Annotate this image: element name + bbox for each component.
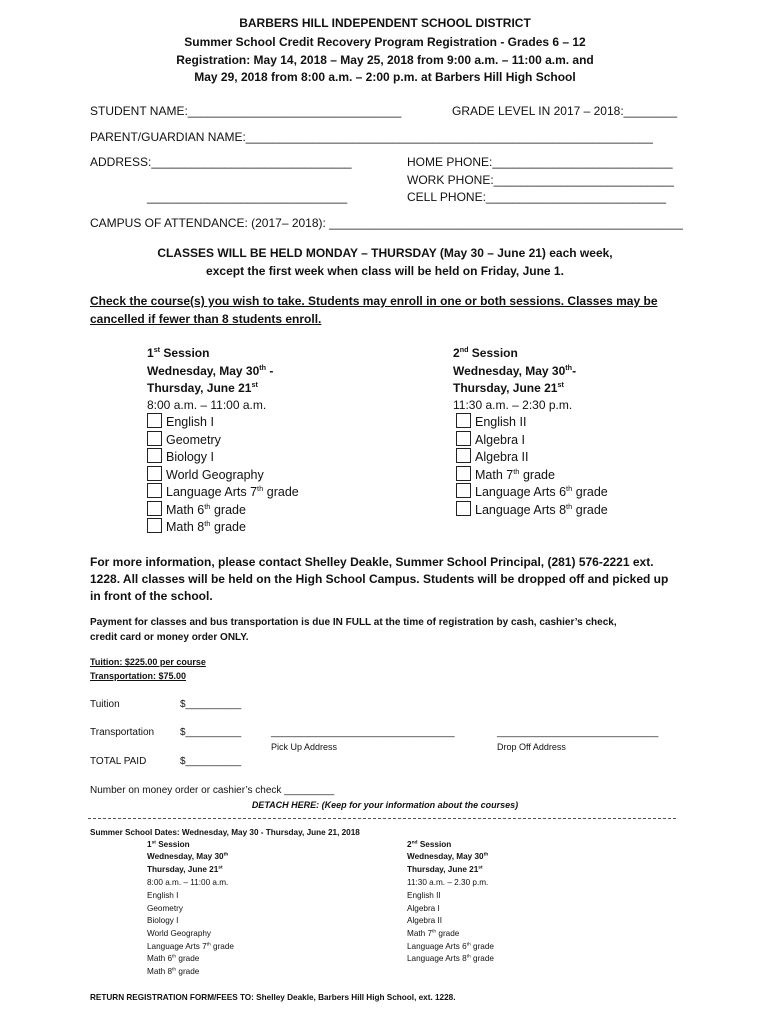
course-name: Math 6 [166,502,205,517]
course-name-suffix: grade [210,520,246,534]
schedule-notice-line-1: CLASSES WILL BE HELD MONDAY – THURSDAY (May 30 – June 21) each week, [157,246,613,260]
stub-session-2-course-item [407,941,494,954]
session-1-course-item[interactable] [147,414,299,432]
stub-session-1-course-item [147,941,234,954]
course-name: Language Arts 7 [166,485,258,499]
course-name: Geometry [147,903,183,913]
course-name-suffix: grade [176,967,200,977]
course-ordinal-suffix: th [513,466,520,476]
detach-here-label: DETACH HERE: (Keep for your information about the courses) [251,800,519,810]
session-1-course-list [147,414,299,537]
course-checkbox[interactable] [147,413,162,428]
course-name: English II [407,891,441,900]
detach-line [88,818,676,819]
course-name: Biology I [147,916,179,926]
course-checkbox[interactable] [147,466,162,481]
stub-session-1-course-item [147,903,234,916]
registration-line-2: May 29, 2018 from 8:00 a.m. – 2:00 p.m. at Barbers Hill High School [194,70,576,84]
stub-session-1-course-item [147,928,234,941]
session-1-course-item[interactable] [147,449,299,467]
work-phone-field[interactable]: WORK PHONE:___________________________ [407,173,674,187]
course-name: Language Arts 6 [475,485,567,499]
stub-session-2-course-list [407,890,494,966]
session-1-course-item[interactable] [147,519,299,537]
return-to-note: RETURN REGISTRATION FORM/FEES TO: Shelley Deakle, Barbers Hill High School, ext. 1228. [90,993,456,1002]
session-2-time: 11:30 a.m. – 2:30 p.m. [453,398,573,412]
contact-line-1: For more information, please contact Shelley Deakle, Summer School Principal, (281) 576-2221 ext. [90,555,654,569]
course-ordinal-suffix: th [432,929,437,935]
session-1-title: 1st Session [147,345,210,360]
course-name: English II [475,415,527,429]
course-name: Language Arts 6 [407,941,467,951]
course-ordinal-suffix: th [204,518,211,528]
stub-session-1-course-item [147,915,234,928]
course-ordinal-suffix: th [566,483,573,493]
course-name-suffix: grade [572,485,608,499]
course-ordinal-suffix: th [206,942,211,948]
course-name: Math 7 [407,929,433,939]
course-ordinal-suffix: th [466,942,471,948]
session-1-start-date: Wednesday, May 30th - [147,363,274,378]
course-ordinal-suffix: th [172,967,177,973]
course-checkbox[interactable] [147,501,162,516]
session-1-end-date: Thursday, June 21st [147,380,258,395]
course-name: Biology I [166,450,214,464]
session-1-course-item[interactable] [147,502,299,520]
course-name: English I [147,891,179,900]
course-name: Language Arts 7 [147,941,207,951]
course-name-suffix: grade [263,485,299,499]
instructions-line-1: Check the course(s) you wish to take. Students may enroll in one or both sessions. Classes may be [90,294,658,308]
stub-session-1-course-item [147,953,234,966]
dropoff-address-label: Drop Off Address [497,742,566,752]
tuition-label: Tuition [90,699,120,710]
course-ordinal-suffix: th [204,501,211,511]
course-name: World Geography [147,929,212,939]
session-2-end-date: Thursday, June 21st [453,380,564,395]
payment-notice-line-1: Payment for classes and bus transportation is due IN FULL at the time of registration by cash, cashier’s check, [90,617,617,628]
transportation-label: Transportation [90,727,155,738]
session-2-course-item[interactable] [456,467,608,485]
parent-name-field[interactable]: PARENT/GUARDIAN NAME:_____________________________________________________________ [90,130,653,144]
session-2-course-list [456,414,608,519]
grade-level-field[interactable]: GRADE LEVEL IN 2017 – 2018:________ [452,104,678,118]
total-paid-label: TOTAL PAID [90,756,147,767]
course-ordinal-suffix: th [566,501,573,511]
course-name-suffix: grade [210,941,234,951]
district-title: BARBERS HILL INDEPENDENT SCHOOL DISTRICT [239,16,531,30]
stub-session-1-title: 1st Session [147,840,190,849]
course-checkbox[interactable] [456,483,471,498]
contact-line-2: 1228. All classes will be held on the High School Campus. Students will be dropped off and picked up [90,572,669,586]
session-1-course-item[interactable] [147,484,299,502]
course-name-suffix: grade [210,502,246,517]
pickup-address-label: Pick Up Address [271,742,338,752]
course-checkbox[interactable] [456,413,471,428]
stub-session-2-course-item [407,928,494,941]
session-1-course-item[interactable] [147,432,299,450]
home-phone-field[interactable]: HOME PHONE:___________________________ [407,155,673,169]
course-name: Algebra II [407,916,443,926]
contact-line-3: in front of the school. [90,589,213,603]
total-paid-field[interactable]: $__________ [180,756,242,767]
course-name: Math 7 [475,467,514,482]
course-checkbox[interactable] [456,501,471,516]
dropoff-address-field[interactable]: _____________________________ [497,727,659,738]
course-name-suffix: grade [436,929,460,939]
check-number-field[interactable]: Number on money order or cashier’s check _________ [90,785,335,796]
transportation-amount-field[interactable]: $__________ [180,727,242,738]
schedule-notice-line-2: except the first week when class will be held on Friday, June 1. [206,264,564,278]
course-ordinal-suffix: th [466,954,471,960]
course-name: Algebra I [407,903,440,913]
session-2-title: 2nd Session [453,345,518,360]
stub-session-1-end-date: Thursday, June 21st [147,865,223,874]
stub-session-2-title: 2nd Session [407,840,452,849]
stub-session-1-time: 8:00 a.m. – 11:00 a.m. [147,878,229,887]
course-checkbox[interactable] [147,448,162,463]
session-2-course-item[interactable] [456,449,608,467]
stub-session-1-course-item [147,966,234,979]
course-name: Algebra II [475,450,529,464]
session-1-course-item[interactable] [147,467,299,485]
session-1-time: 8:00 a.m. – 11:00 a.m. [147,398,267,412]
course-name: English I [166,415,214,429]
session-2-course-item[interactable] [456,414,608,432]
stub-session-2-course-item [407,915,494,928]
course-name: Language Arts 8 [407,954,467,964]
course-name: Algebra I [475,432,526,447]
session-2-course-item[interactable] [456,484,608,502]
stub-session-1-course-list [147,890,234,979]
course-ordinal-suffix: th [172,954,177,960]
course-checkbox[interactable] [147,483,162,498]
course-ordinal-suffix: th [257,483,264,493]
tuition-rate: Tuition: $225.00 per course [90,657,206,667]
course-name: Math 8 [166,520,205,534]
stub-session-2-course-item [407,890,494,903]
instructions-line-2: cancelled if fewer than 8 students enroll. [90,312,322,326]
pickup-address-field[interactable]: _________________________________ [271,727,455,738]
course-name: Language Arts 8 [475,502,567,517]
stub-session-2-course-item [407,903,494,916]
course-name: Math 6 [147,954,173,964]
session-2-start-date: Wednesday, May 30th- [453,363,577,378]
course-name-suffix: grade [519,467,555,482]
stub-dates: Summer School Dates: Wednesday, May 30 - Thursday, June 21, 2018 [90,828,360,837]
payment-notice-line-2: credit card or money order ONLY. [90,632,249,643]
stub-session-2-start-date: Wednesday, May 30th [407,852,489,861]
cell-phone-field[interactable]: CELL PHONE:___________________________ [407,190,667,204]
course-name: Math 8 [147,967,173,977]
course-name-suffix: grade [470,954,494,964]
registration-line-1: Registration: May 14, 2018 – May 25, 2018 from 9:00 a.m. – 11:00 a.m. and [176,53,594,67]
address-field[interactable]: ADDRESS:______________________________ [90,155,352,169]
student-name-field[interactable]: STUDENT NAME:________________________________ [90,104,402,118]
stub-session-1-course-item [147,890,234,903]
campus-field[interactable]: CAMPUS OF ATTENDANCE: (2017– 2018): _____________________________________________________ [90,216,683,230]
course-checkbox[interactable] [456,431,471,446]
course-name-suffix: grade [176,954,200,964]
course-checkbox[interactable] [456,448,471,463]
course-checkbox[interactable] [456,466,471,481]
stub-session-2-time: 11:30 a.m. – 2.30 p.m. [407,878,489,887]
program-title: Summer School Credit Recovery Program Registration - Grades 6 – 12 [184,35,586,49]
session-2-course-item[interactable] [456,502,608,520]
course-name-suffix: grade [572,502,608,517]
stub-session-2-end-date: Thursday, June 21st [407,865,483,874]
address-line-2-field[interactable]: ______________________________ [147,190,348,204]
course-checkbox[interactable] [147,518,162,533]
stub-session-2-course-item [407,953,494,966]
stub-session-1-start-date: Wednesday, May 30th [147,852,229,861]
tuition-amount-field[interactable]: $__________ [180,699,242,710]
session-2-course-item[interactable] [456,432,608,450]
course-checkbox[interactable] [147,431,162,446]
course-name: World Geography [166,467,264,482]
course-name-suffix: grade [470,941,494,951]
transportation-rate: Transportation: $75.00 [90,671,187,681]
course-name: Geometry [166,432,221,447]
